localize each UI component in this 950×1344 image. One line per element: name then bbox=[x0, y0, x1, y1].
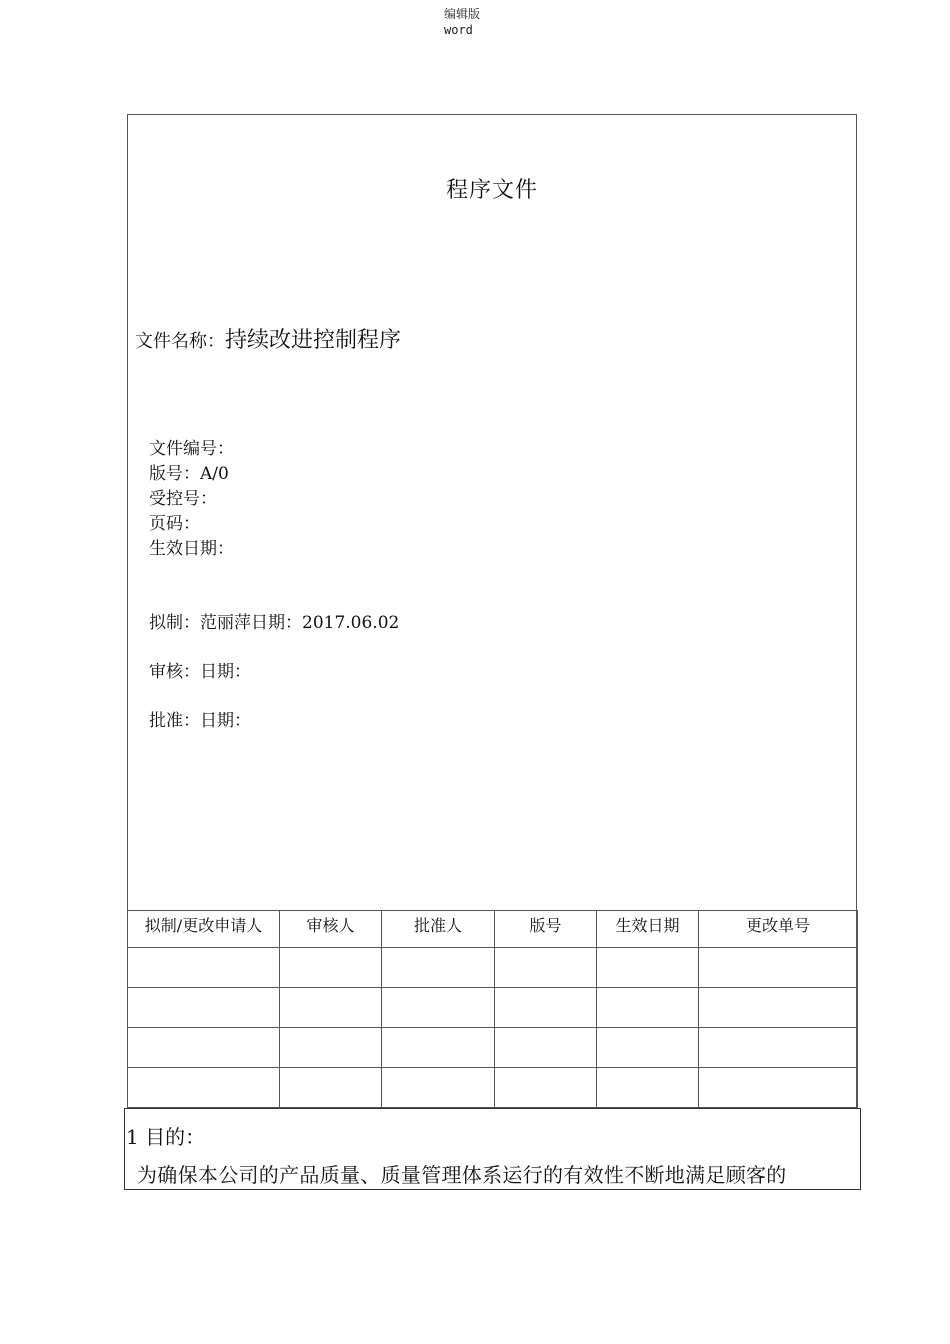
table-cell bbox=[382, 1068, 495, 1108]
cover-frame bbox=[127, 114, 857, 1108]
file-name-value: 持续改进控制程序 bbox=[225, 328, 402, 353]
table-cell bbox=[382, 1028, 495, 1068]
col-header-effective-date: 生效日期 bbox=[597, 911, 699, 948]
table-cell bbox=[495, 1028, 597, 1068]
sign-reviewed: 审核：日期： bbox=[149, 662, 251, 682]
col-header-applicant: 拟制/更改申请人 bbox=[128, 911, 280, 948]
table-cell bbox=[495, 948, 597, 988]
sign-approved: 批准：日期： bbox=[149, 711, 251, 731]
table-cell bbox=[128, 988, 280, 1028]
table-cell bbox=[280, 948, 382, 988]
purpose-text: 为确保本公司的产品质量、质量管理体系运行的有效性不断地满足顾客的 bbox=[137, 1163, 787, 1187]
table-cell bbox=[597, 948, 699, 988]
sign-drafted: 拟制：范丽萍日期：2017.06.02 bbox=[149, 613, 400, 633]
table-row bbox=[128, 948, 858, 988]
table-cell bbox=[128, 948, 280, 988]
col-header-version: 版号 bbox=[495, 911, 597, 948]
header-note-line2: word bbox=[444, 23, 473, 37]
document-meta bbox=[149, 437, 234, 562]
revision-table bbox=[127, 910, 858, 1108]
table-cell bbox=[280, 1068, 382, 1108]
col-header-approver: 批准人 bbox=[382, 911, 495, 948]
table-cell bbox=[280, 1028, 382, 1068]
table-cell bbox=[699, 948, 858, 988]
document-title: 程序文件 bbox=[445, 178, 538, 203]
meta-file-number: 文件编号： bbox=[149, 439, 234, 459]
table-cell bbox=[597, 1068, 699, 1108]
table-cell bbox=[699, 1028, 858, 1068]
purpose-heading: 1 目的： bbox=[126, 1125, 206, 1149]
header-note bbox=[444, 6, 480, 38]
table-cell bbox=[382, 948, 495, 988]
meta-effective-date: 生效日期： bbox=[149, 539, 234, 559]
table-cell bbox=[597, 1028, 699, 1068]
table-cell bbox=[495, 988, 597, 1028]
table-cell bbox=[699, 988, 858, 1028]
table-cell bbox=[128, 1028, 280, 1068]
table-row bbox=[128, 988, 858, 1028]
revision-table-header bbox=[128, 911, 858, 948]
purpose-section bbox=[124, 1108, 861, 1190]
table-cell bbox=[280, 988, 382, 1028]
header-note-line1: 编辑版 bbox=[444, 7, 481, 21]
meta-version: 版号：A/0 bbox=[149, 464, 229, 484]
meta-page-number: 页码： bbox=[149, 514, 200, 534]
signature-block bbox=[149, 608, 399, 755]
table-cell bbox=[597, 988, 699, 1028]
table-cell bbox=[382, 988, 495, 1028]
table-row bbox=[128, 1068, 858, 1108]
table-cell bbox=[128, 1068, 280, 1108]
meta-control-number: 受控号： bbox=[149, 489, 217, 509]
table-row bbox=[128, 1028, 858, 1068]
file-name-label: 文件名称： bbox=[135, 331, 225, 352]
table-cell bbox=[699, 1068, 858, 1108]
file-name-row bbox=[135, 323, 401, 354]
col-header-reviewer: 审核人 bbox=[280, 911, 382, 948]
col-header-change-number: 更改单号 bbox=[699, 911, 858, 948]
table-cell bbox=[495, 1068, 597, 1108]
